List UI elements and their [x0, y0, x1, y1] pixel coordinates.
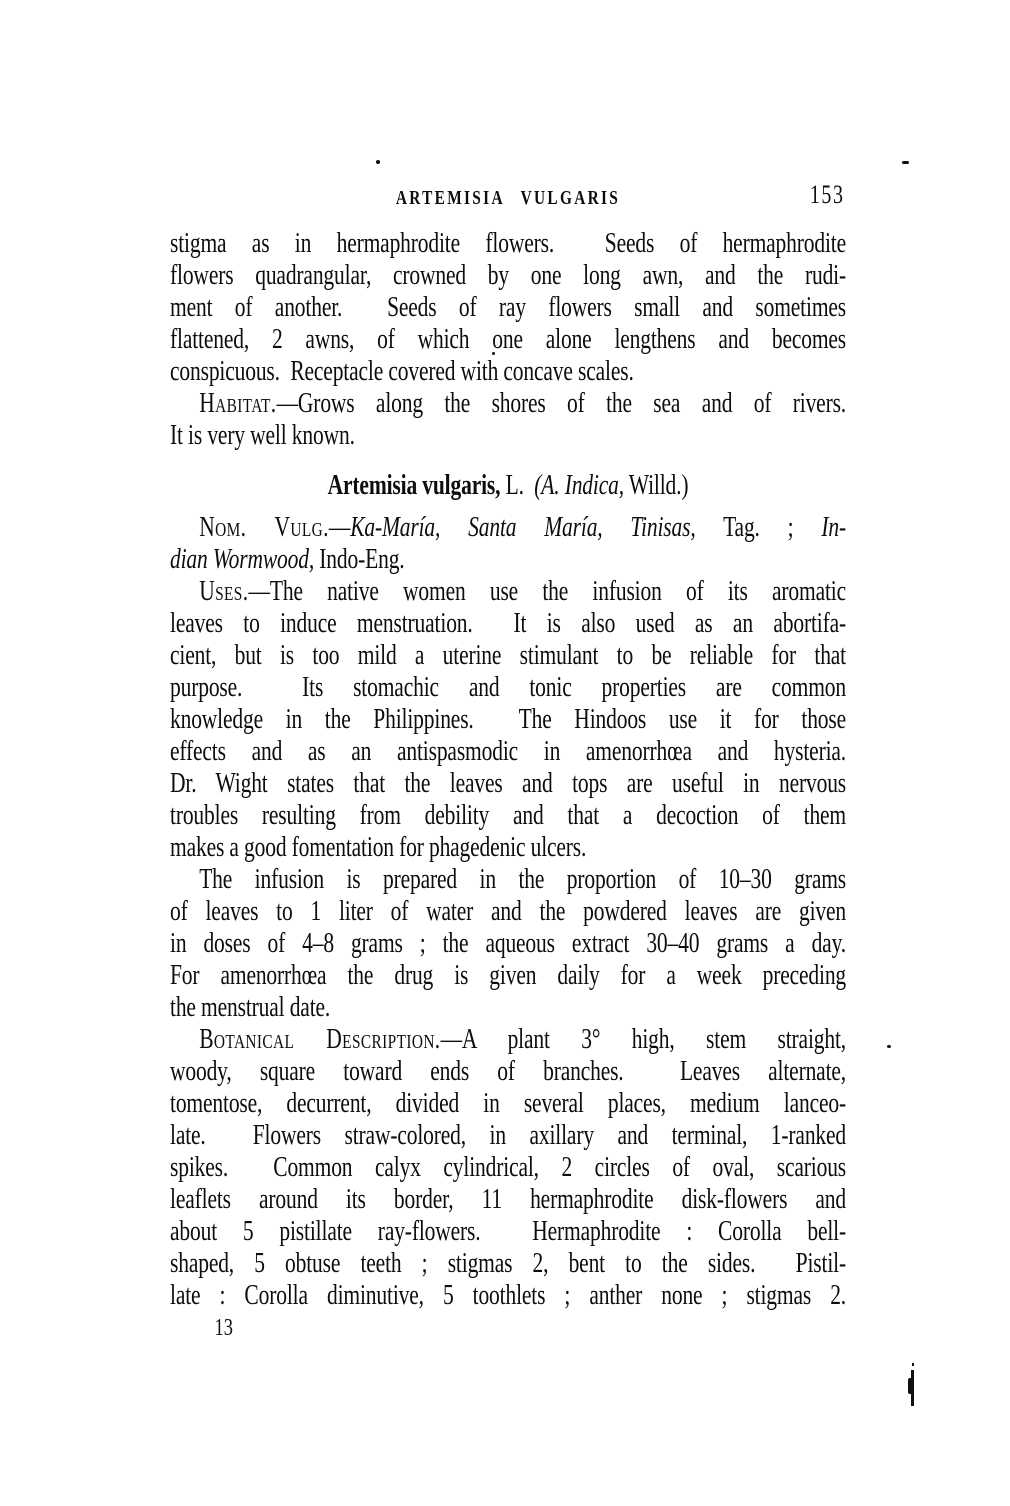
text-segment: purpose. Its stomachic and tonic properties are common	[170, 672, 847, 703]
text-segment: —	[328, 512, 351, 543]
text-segment: Dr. Wight states that the leaves and tops are useful in nervous	[170, 768, 847, 799]
text-segment: conspicuous. Receptacle covered with concave scales.	[170, 356, 634, 387]
text-line	[170, 324, 846, 356]
signature-mark: 13	[214, 1315, 233, 1341]
text-segment: in doses of 4–8 grams ; the aqueous extract 30–40 grams a day.	[170, 928, 847, 959]
text-line	[170, 512, 846, 544]
small-caps-label: Botanical Description.	[199, 1024, 441, 1055]
text-segment: Indo-Eng.	[314, 544, 405, 575]
species-heading	[170, 470, 846, 502]
running-header	[170, 180, 846, 211]
text-line	[170, 704, 846, 736]
text-segment: —Grows along the shores of the sea and of rivers.	[276, 388, 847, 419]
text-segment: Tag. ;	[695, 512, 822, 543]
text-segment: It is very well known.	[170, 420, 355, 451]
text-line	[170, 608, 846, 640]
text-line	[170, 292, 846, 324]
text-segment: spikes. Common calyx cylindrical, 2 circles of oval, scarious	[170, 1152, 847, 1183]
text-segment: effects and as an antispasmodic in amenorrhœa and hysteria.	[170, 736, 847, 767]
small-caps-label: Nom. Vulg.	[199, 512, 329, 543]
text-line	[170, 420, 846, 452]
text-line	[170, 768, 846, 800]
text-segment: flowers quadrangular, crowned by one long awn, and the rudi-	[170, 260, 847, 291]
text-line	[170, 672, 846, 704]
text-line	[170, 544, 846, 576]
text-segment: dian Wormwood,	[170, 544, 315, 575]
text-segment: flattened, 2 awns, of which one alone lengthens and becomes	[170, 324, 847, 355]
running-header-title: ARTEMISIA VULGARIS	[395, 187, 621, 209]
text-line	[170, 1056, 846, 1088]
text-line	[170, 1088, 846, 1120]
text-segment: For amenorrhœa the drug is given daily for a week preceding	[170, 960, 847, 991]
text-segment: In-	[821, 512, 847, 543]
text-segment: late : Corolla diminutive, 5 toothlets ; anther none ; stigmas 2.	[170, 1280, 847, 1311]
text-segment: woody, square toward ends of branches. Leaves alternate,	[170, 1056, 847, 1087]
text-segment: The infusion is prepared in the proportion of 10–30 grams	[199, 864, 847, 895]
text-line	[170, 1248, 846, 1280]
text-line	[170, 1216, 846, 1248]
text-segment: ment of another. Seeds of ray flowers small and sometimes	[170, 292, 847, 323]
text-segment: Ka-María, Santa María, Tinisas,	[350, 512, 696, 543]
text-line	[170, 992, 846, 1024]
small-caps-label: Habitat.	[199, 388, 277, 419]
text-segment: late. Flowers straw-colored, in axillary and terminal, 1-ranked	[170, 1120, 847, 1151]
text-segment: —A plant 3° high, stem straight,	[440, 1024, 847, 1055]
text-line	[170, 1280, 846, 1312]
text-line	[170, 356, 846, 388]
text-line	[170, 800, 846, 832]
text-line	[170, 228, 846, 260]
text-segment: leaves to induce menstruation. It is also used as an abortifa-	[170, 608, 847, 639]
page-number: 153	[809, 180, 845, 209]
text-segment: knowledge in the Philippines. The Hindoos use it for those	[170, 704, 847, 735]
text-segment: (A. Indica,	[534, 470, 624, 501]
text-line	[170, 832, 846, 864]
text-segment: tomentose, decurrent, divided in several places, medium lanceo-	[170, 1088, 847, 1119]
text-segment: L.	[505, 470, 535, 501]
text-line	[170, 1184, 846, 1216]
text-segment: stigma as in hermaphrodite flowers. Seeds of hermaphrodite	[170, 228, 847, 259]
body-block	[170, 228, 846, 1312]
text-line	[170, 1120, 846, 1152]
text-segment: Willd.)	[623, 470, 689, 501]
text-line	[170, 864, 846, 896]
small-caps-label: Uses.	[199, 576, 249, 607]
text-segment: leaflets around its border, 11 hermaphrodite disk-flowers and	[170, 1184, 847, 1215]
ink-speck-mid-right	[887, 1045, 891, 1048]
ink-speck-bottom-right-dot	[912, 1363, 914, 1366]
text-line	[170, 388, 846, 420]
text-line	[170, 576, 846, 608]
text-line	[170, 736, 846, 768]
ink-mark-bottom-right-blob	[908, 1378, 914, 1394]
text-segment: troubles resulting from debility and that a decoction of them	[170, 800, 847, 831]
text-segment: the menstrual date.	[170, 992, 331, 1023]
text-segment: Artemisia vulgaris,	[327, 470, 506, 501]
text-segment: cient, but is too mild a uterine stimulant to be reliable for that	[170, 640, 847, 671]
text-segment: about 5 pistillate ray-flowers. Hermaphrodite : Corolla bell-	[170, 1216, 847, 1247]
ink-speck-top-right	[902, 161, 909, 164]
text-segment: —The native women use the infusion of its aromatic	[248, 576, 847, 607]
text-segment: shaped, 5 obtuse teeth ; stigmas 2, bent to the sides. Pistil-	[170, 1248, 847, 1279]
text-line	[170, 260, 846, 292]
text-line	[170, 928, 846, 960]
text-line	[170, 896, 846, 928]
text-line	[170, 1024, 846, 1056]
text-column	[170, 152, 846, 1344]
text-line	[170, 960, 846, 992]
text-segment: of leaves to 1 liter of water and the powdered leaves are given	[170, 896, 847, 927]
text-segment: makes a good fomentation for phagedenic ulcers.	[170, 832, 587, 863]
text-line	[170, 1152, 846, 1184]
text-line	[170, 640, 846, 672]
